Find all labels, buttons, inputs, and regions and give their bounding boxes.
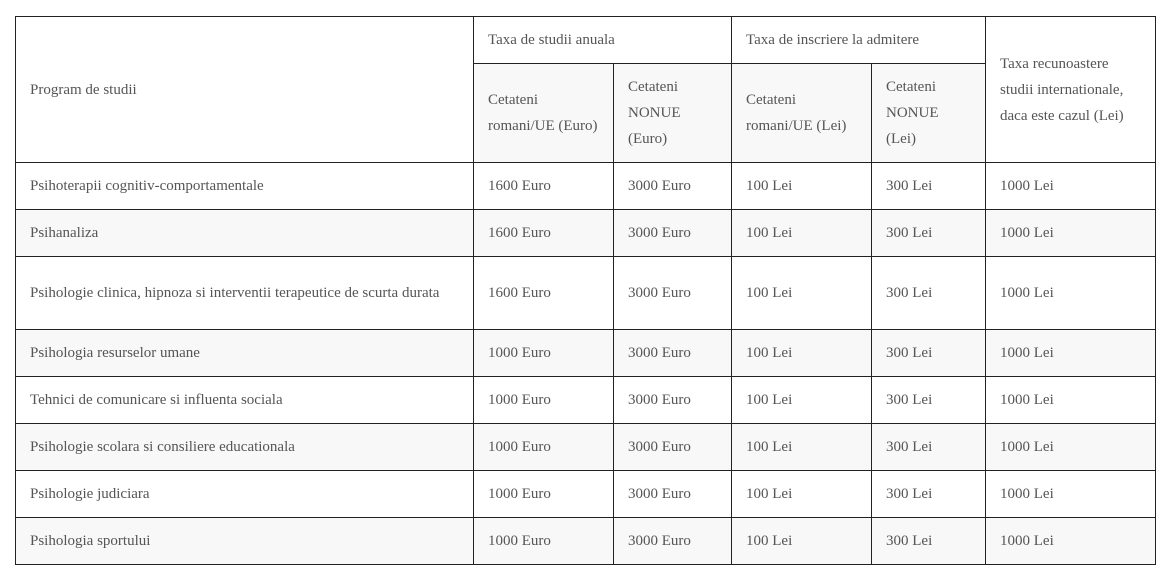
annual-non-eu-cell: 3000 Euro bbox=[614, 424, 732, 471]
recognition-cell: 1000 Lei bbox=[986, 518, 1156, 565]
program-name-cell: Psihologie scolara si consiliere educationala bbox=[16, 424, 474, 471]
recognition-cell: 1000 Lei bbox=[986, 471, 1156, 518]
annual-eu-cell: 1000 Euro bbox=[474, 330, 614, 377]
annual-eu-cell: 1000 Euro bbox=[474, 424, 614, 471]
admission-non-eu-cell: 300 Lei bbox=[872, 471, 986, 518]
annual-eu-cell: 1000 Euro bbox=[474, 518, 614, 565]
header-annual-non-eu: Cetateni NONUE (Euro) bbox=[614, 64, 732, 163]
admission-eu-cell: 100 Lei bbox=[732, 330, 872, 377]
admission-non-eu-cell: 300 Lei bbox=[872, 330, 986, 377]
recognition-cell: 1000 Lei bbox=[986, 163, 1156, 210]
table-row bbox=[16, 424, 1156, 471]
program-name-cell: Psihoterapii cognitiv-comportamentale bbox=[16, 163, 474, 210]
annual-eu-cell: 1000 Euro bbox=[474, 471, 614, 518]
admission-non-eu-cell: 300 Lei bbox=[872, 210, 986, 257]
annual-non-eu-cell: 3000 Euro bbox=[614, 377, 732, 424]
table-row bbox=[16, 518, 1156, 565]
table-header-row bbox=[16, 17, 1156, 64]
tuition-fees-table bbox=[15, 16, 1156, 565]
program-name-cell: Psihologia resurselor umane bbox=[16, 330, 474, 377]
admission-eu-cell: 100 Lei bbox=[732, 471, 872, 518]
program-name-cell: Psihanaliza bbox=[16, 210, 474, 257]
recognition-cell: 1000 Lei bbox=[986, 330, 1156, 377]
admission-eu-cell: 100 Lei bbox=[732, 257, 872, 330]
annual-eu-cell: 1600 Euro bbox=[474, 257, 614, 330]
admission-non-eu-cell: 300 Lei bbox=[872, 518, 986, 565]
admission-non-eu-cell: 300 Lei bbox=[872, 163, 986, 210]
admission-non-eu-cell: 300 Lei bbox=[872, 424, 986, 471]
recognition-cell: 1000 Lei bbox=[986, 424, 1156, 471]
program-name-cell: Tehnici de comunicare si influenta sociala bbox=[16, 377, 474, 424]
table-row bbox=[16, 163, 1156, 210]
table-row bbox=[16, 471, 1156, 518]
annual-eu-cell: 1600 Euro bbox=[474, 210, 614, 257]
header-annual-fee: Taxa de studii anuala bbox=[474, 17, 732, 64]
annual-eu-cell: 1000 Euro bbox=[474, 377, 614, 424]
admission-non-eu-cell: 300 Lei bbox=[872, 257, 986, 330]
table-row bbox=[16, 377, 1156, 424]
annual-non-eu-cell: 3000 Euro bbox=[614, 518, 732, 565]
header-program: Program de studii bbox=[16, 17, 474, 163]
recognition-cell: 1000 Lei bbox=[986, 257, 1156, 330]
annual-non-eu-cell: 3000 Euro bbox=[614, 163, 732, 210]
annual-non-eu-cell: 3000 Euro bbox=[614, 257, 732, 330]
recognition-cell: 1000 Lei bbox=[986, 377, 1156, 424]
annual-non-eu-cell: 3000 Euro bbox=[614, 210, 732, 257]
admission-eu-cell: 100 Lei bbox=[732, 163, 872, 210]
annual-non-eu-cell: 3000 Euro bbox=[614, 471, 732, 518]
header-admission-non-eu: Cetateni NONUE (Lei) bbox=[872, 64, 986, 163]
admission-eu-cell: 100 Lei bbox=[732, 424, 872, 471]
admission-non-eu-cell: 300 Lei bbox=[872, 377, 986, 424]
table-row bbox=[16, 257, 1156, 330]
table-row bbox=[16, 210, 1156, 257]
admission-eu-cell: 100 Lei bbox=[732, 210, 872, 257]
program-name-cell: Psihologie judiciara bbox=[16, 471, 474, 518]
header-admission-fee: Taxa de inscriere la admitere bbox=[732, 17, 986, 64]
annual-non-eu-cell: 3000 Euro bbox=[614, 330, 732, 377]
recognition-cell: 1000 Lei bbox=[986, 210, 1156, 257]
admission-eu-cell: 100 Lei bbox=[732, 377, 872, 424]
program-name-cell: Psihologie clinica, hipnoza si interventii terapeutice de scurta durata bbox=[16, 257, 474, 330]
header-annual-eu: Cetateni romani/UE (Euro) bbox=[474, 64, 614, 163]
header-admission-eu: Cetateni romani/UE (Lei) bbox=[732, 64, 872, 163]
header-recognition-fee: Taxa recunoastere studii internationale, daca este cazul (Lei) bbox=[986, 17, 1156, 163]
program-name-cell: Psihologia sportului bbox=[16, 518, 474, 565]
table-row bbox=[16, 330, 1156, 377]
admission-eu-cell: 100 Lei bbox=[732, 518, 872, 565]
annual-eu-cell: 1600 Euro bbox=[474, 163, 614, 210]
